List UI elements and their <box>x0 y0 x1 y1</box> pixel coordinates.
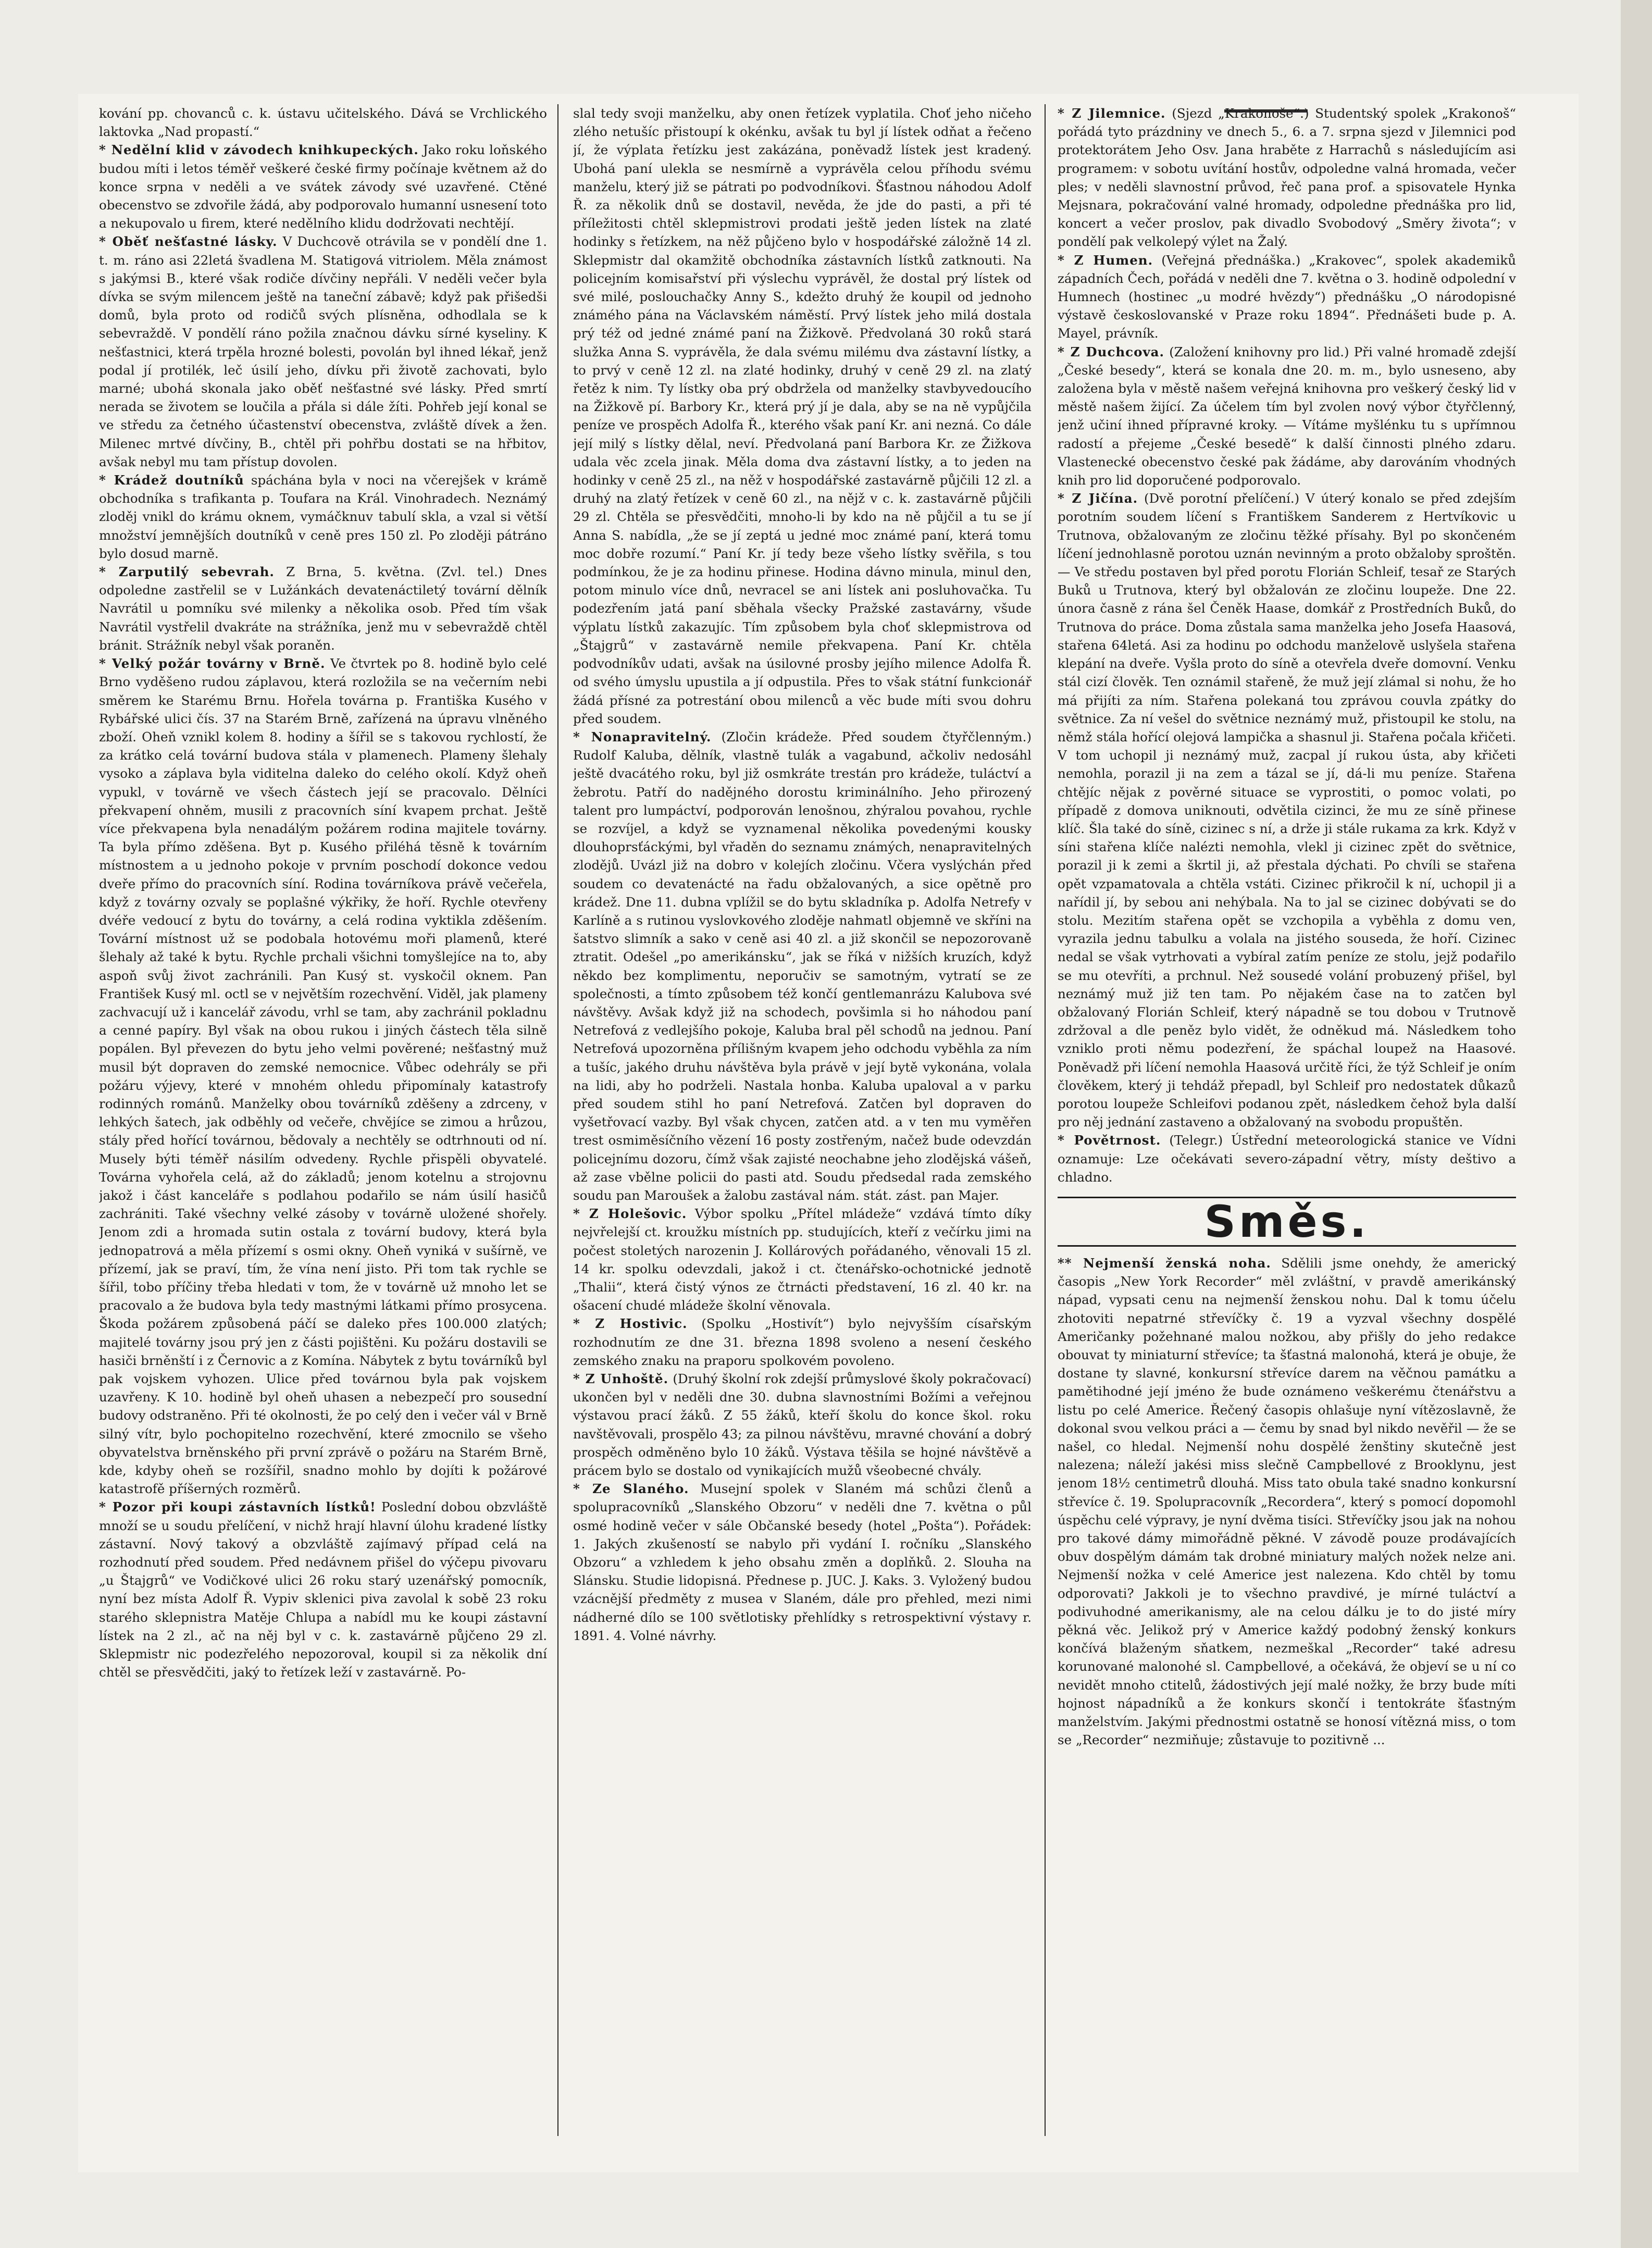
article-body: Sdělili jsme onehdy, že americký časopis „New York Recorder“ měl zvláštní, v pravdě amerikánský nápad, vypsati cenu na nejmenší ženskou nohu. Dal k tomu účelu zhotoviti nepatrné střevíčky č. 19 a vyzval všechny dospělé Američanky požehnané malou nožkou, aby přišly do jeho redakce obouvat ty miniaturní střevíce; ta šťastná malonohá, která je obuje, že dostane ty slavné, konkursní střevíce darem na věčnou památku a pamětihodné její jméno že bude oznámeno veškerému čtenářstvu a listu po celé Americe. Řečený časopis ohlašuje nyní vítězoslavně, že dokonal svou velkou práci a — čemu by snad byl nikdo nevěřil — že se našel, co hledal. Nejmenší nohu dospělé ženštiny skutečně jest nalezena; náleží jakési miss slečně Campbellové z Brooklynu, jest jenom 18½ centimetrů dlouhá. Miss tato obula také snadno konkursní střevíce č. 19. Spolupracovník „Recordera“, který s pomocí dopomohl úspěchu celé výpravy, je nyní dvěma tisíci. Střevíčky jsou jak na nohou pro takové dámy mimořádně pěkné. V závodě pouze prodávajících obuv dospělým dámám tak drobné miniatury malých nožek nelze ani. Nejmenší nožka v celé Americe jest nalezena. Kdo chtěl by tomu odporovati? Jakkoli je to všechno pravdivé, je mírné tuláctví a podivuhodné amerikanismy, ale na celou dálku je to do jisté míry pěkná věc. Jelikož prý v Americe každý podobný ženský konkurs končívá blaženým sňatkem, nezmeškal „Recorder“ také adresu korunované malonohé sl. Campbellové, a očekává, že objeví se u ní co nevidět mnoho ctitelů, žádostivých její malé nožky, že brzy bude míti hojnost nápadníků a že konkurs skončí i tentokráte šťastným manželstvím. Jakými přednostmi ostatně se honosí vítězná miss, o tom se „Recorder“ nezmiňuje; zůstavuje to pozitivně ... <box>1058 1255 1516 1748</box>
article-body: (Veřejná přednáška.) „Krakovec“, spolek akademiků západních Čech, pořádá v neděli dne 7. května o 3. hodině odpolední v Humnech (hostinec „u modré hvězdy“) přednášku „O národopisné výstavě českoslovanské v Praze roku 1894“. Přednášeti bude p. A. Mayel, právník. <box>1058 252 1516 341</box>
scan-edge <box>1621 0 1652 2248</box>
article-heading: * Z Duchcova. <box>1058 344 1165 359</box>
article <box>573 1314 1032 1370</box>
article-body: V Duchcově otrávila se v pondělí dne 1. t. m. ráno asi 22letá švadlena M. Statigová vitriolem. Měla známost s jakýmsi B., které však rodiče dívčiny nepřáli. V neděli večer byla dívka se svým milencem ještě na taneční zábavě; když pak přišedši domů, byla proto od rodičů svých plísněna, odhodlala se k sebevraždě. V pondělí ráno požila značnou dávku sírné kyseliny. K nešťastnici, která trpěla hrozné bolesti, povolán byl ihned lékař, jenž podal jí protilék, leč úsilí jeho, dívku při životě zachovati, bylo marné; ubohá skonala jako oběť nešťastné své lásky. Před smrtí nerada se životem se loučila a přála si dále žíti. Pohřeb její konal se ve středu za četného účastenství obecenstva, zvláště dívek a žen. Milenec mrtvé dívčiny, B., chtěl při pohřbu dostati se na hřbitov, avšak nebyl mu tam přístup dovolen. <box>99 234 547 469</box>
article <box>99 563 547 654</box>
article-body: (Spolku „Hostivít“) bylo nejvyšším císařským rozhodnutím ze dne 31. března 1898 svoleno a nesení českého zemského znaku na praporu spolkovém povoleno. <box>573 1316 1032 1368</box>
article-body: slal tedy svoji manželku, aby onen řetízek vyplatila. Choť jeho ničeho zlého netušíc přistoupí k okénku, avšak tu byl jí lístek odňat a řečeno jí, že výplata řetízku jest zakázána, poněvadž lístek jest kradený. Ubohá paní ulekla se nesmírně a vyprávěla celou příhodu svému manželu, který již se pátrati po podvodníkovi. Šťastnou náhodou Adolf Ř. za několik dnů se dostavil, nevěda, že jde do pasti, a při té příležitosti chtěl sklepmistrovi prodati ještě jeden lístek na zlaté hodinky s řetízkem, na něž půjčeno bylo v hospodářské záložně 14 zl. Sklepmistr dal okamžitě obchodníka zástavních lístků zatknouti. Na policejním komisařství při výslechu vyprávěl, že dostal prý lístek od své milé, poslouchačky Anny S., kdežto druhý že koupil od jednoho známého pána na Václavském náměstí. Prvý lístek jeho milá dostala prý též od jedné známé paní na Žižkově. Předvolaná 30 roků stará služka Anna S. vyprávěla, že dala svému milému dva zástavní lístky, a to prvý v ceně 12 zl. na zlaté hodinky, druhý v ceně 29 zl. na zlatý řetěz k nim. Ty lístky oba prý obdržela od manželky stavbyvedoucího na Žižkově pí. Barbory Kr., která prý jí je dala, aby se na ně vypůjčila peníze ve prospěch Adolfa Ř., kterého však paní Kr. ani nezná. Co dále její milý s lístky dělal, neví. Předvolaná paní Barbora Kr. ze Žižkova udala věc zcela jinak. Měla doma dva zástavní lístky, a to jeden na hodinky v ceně 25 zl., na něž v hospodářské zastavárně půjčili 12 zl. a druhý na zlatý řetízek v ceně 60 zl., na nějž v c. k. zastavárně půjčili 29 zl. Chtěla se přesvědčiti, mnoho-li by kdo na ně půjčil a tu se jí Anna S. nabídla, „že se jí zeptá u jedné moc známé paní, která tomu moc dobře rozumí.“ Paní Kr. jí tedy beze všeho lístky svěřila, s tou podmínkou, že je za hodinu přinese. Hodina dávno minula, minul den, potom minulo více dnů, nevracel se ani lístek ani posluhovačka. Tu podezřením jatá paní sběhala všecky Pražské zastavárny, všude výplatu lístků zakazujíc. Tím způsobem byla choť sklepmistrova od „Štajgrů“ v zastavárně nemile překvapena. Paní Kr. chtěla podvodníkův udati, avšak na úsilovné prosby jejího milence Adolfa Ř. od svého úmyslu upustila a jí odpustila. Přes to však státní funkcionář žádá přísné za potrestání obou milenců a věc bude míti svou dohru před soudem. <box>573 106 1032 726</box>
column-1 <box>99 104 547 2162</box>
article <box>99 232 547 471</box>
article <box>99 654 547 1498</box>
article-body: spáchána byla v noci na včerejšek v krámě obchodníka s trafikanta p. Toufara na Král. Vinohradech. Neznámý zloděj vnikl do krámu oknem, vymáčknuv tabulí skla, a vzal si větší množství jemnějších doutníků v ceně pres 150 zl. Po zloději pátráno bylo dosud marně. <box>99 473 547 561</box>
article <box>99 141 547 232</box>
article-heading: * Povětrnost. <box>1058 1133 1161 1148</box>
article <box>573 1370 1032 1480</box>
article <box>1058 343 1516 490</box>
article-body: (Sjezd „Krakonoše“.) Studentský spolek „Krakonoš“ pořádá tyto prázdniny ve dnech 5., 6. a 7. srpna sjezd v Jilemnici pod protektorátem Jeho Osv. Jana hraběte z Harrachů s následujícím asi programem: v sobotu uvítání hostův, odpoledne valná hromada, večer ples; v neděli slavnostní průvod, řeč pana prof. a spisovatele Hynka Mejsnara, pokračování valné hromady, odpoledne přednáška pro lid, koncert a večer proslov, pak divadlo Svobodový „Směry života“; v pondělí pak velkolepý výlet na Žalý. <box>1058 106 1516 250</box>
article-heading: * Pozor při koupi zástavních lístků! <box>99 1499 376 1515</box>
column-3 <box>1058 104 1516 2162</box>
article <box>573 104 1032 728</box>
article <box>1058 251 1516 343</box>
article-heading: * Nedělní klid v závodech knihkupeckých. <box>99 142 419 158</box>
article-body: Výbor spolku „Přítel mládeže“ vzdává tímto díky nejvřelejší ct. kroužku místních pp. studujících, kteří z večírku jimi na počest stoletých narozenin J. Kollárových pořádaného, věnovali 15 zl. 14 kr. spolku odevzdali, jakož i ct. čtenářsko-ochotnické jednotě „Thalii“, která čistý výnos ze čtrnácti představení, 16 zl. 40 kr. na ošacení chudé mládeže školní věnovala. <box>573 1206 1032 1313</box>
article-body: (Telegr.) Ústřední meteorologická stanice ve Vídni oznamuje: Lze očekávati severo-západní větry, místy deštivo a chladno. <box>1058 1133 1516 1185</box>
article-heading: * Ze Slaného. <box>573 1481 689 1497</box>
article-body: (Zločin krádeže. Před soudem čtyřčlenným.) Rudolf Kaluba, dělník, vlastně tulák a vagabund, ačkoliv nedosáhl ještě dvacátého roku, byl již osmkráte trestán pro krádeže, tuláctví a žebrotu. Patří do nadějného dorostu kriminálního. Jeho přirozený talent pro lumpáctví, podporován lenošnou, zhýralou povahou, rychle se rozvíjel, a když se vyznamenal několika povedenými kousky dlouhoprsťáckými, byl vřaděn do seznamu známých, nenapravitelných zlodějů. Uvázl již na dobro v kolejích zločinu. Včera vyslýchán před soudem co devatenácté na řadu obžalovaných, a sice opětně pro krádež. Dne 11. dubna vplížil se do bytu skladníka p. Adolfa Netrefy v Karlíně a s rutinou vyslovkového zloděje nahmatl objemně ve skříni na šatstvo slimník a sako v ceně asi 40 zl. a již skončil se nepozorovaně ztratit. Odešel „po amerikánsku“, jak se říká v nižších kruzích, když někdo bez komplimentu, neporučiv se samotným, vytratí se ze společnosti, a tímto způsobem též končí gentlemanrázu Kalubova své návštěvy. Avšak když již na schodech, povšimla si ho náhodou paní Netrefová z vedlejšího pokoje, Kaluba bral pěl schodů na jednou. Paní Netrefová upozorněna přílišným kvapem jeho odchodu vyběhla za ním a tušíc, jakého druhu návštěva byla právě v její bytě vykonána, volala na lidi, aby ho podrželi. Nastala honba. Kaluba upaloval a v parku před soudem stihl ho paní Netrefová. Zatčen byl dopraven do vyšetřovací vazby. Byl však chycen, zatčen atd. a v ten mu vyměřen trest osmiměsíčního vězení 16 posty zostřeným, načež bude odevzdán policejnímu dozoru, čímž však zajisté neochabne jeho zlodějská vášeň, až zase vbělne policii do pasti atd. Soudu předsedal rada zemského soudu pan Maroušek a žalobu zastával nám. stát. zást. pan Majer. <box>573 729 1032 1203</box>
section-heading: Směs. <box>1058 1197 1516 1247</box>
article <box>1058 104 1516 251</box>
article-body: Musejní spolek v Slaném má schůzi členů a spolupracovníků „Slanského Obzoru“ v neděli dne 7. května o půl osmé hodině večer v sále Občanské besedy (hotel „Pošta“). Pořádek: 1. Jakých zkušeností se nabylo při vydání I. ročníku „Slanského Obzoru“ a vzhledem k jeho obsahu změn a doplňků. 2. Slouha na Slánsku. Studie lidopisná. Přednese p. JUC. J. Kaks. 3. Vyložený budou vzácnější předměty z musea v Slaném, dále pro přehled, mezi nimi nádherné dílo se 100 světlotisky přehlídky s retrospektivní výstavy r. 1891. 4. Volné návrhy. <box>573 1481 1032 1643</box>
article-heading: ** Nejmenší ženská noha. <box>1058 1255 1271 1271</box>
article-heading: * Oběť nešťastné lásky. <box>99 234 278 250</box>
article <box>573 1480 1032 1645</box>
article-heading: * Z Unhoště. <box>573 1371 669 1387</box>
article-heading: * Z Jičína. <box>1058 491 1138 506</box>
article-body: (Dvě porotní přelíčení.) V úterý konalo se před zdejším porotním soudem líčení s Františkem Sanderem z Hertvíkovic u Trutnova, obžalovaným ze zločinu těžké přísahy. Byl po skončeném líčení jednohlasně porotou uznán nevinným a proto obžaloby sproštěn. — Ve středu postaven byl před porotu Florián Schleif, tesař ze Starých Buků u Trutnova, který byl obžalován ze zločinu loupeže. Dne 22. února časně z rána šel Čeněk Haase, domkář z Prostředních Buků, do Trutnova do práce. Doma zůstala sama manželka jeho Josefa Haasová, stařena 64letá. Asi za hodinu po odchodu manželově uslyšela stařena klepání na dveře. Vyšla proto do síně a otevřela dveře domovní. Venku stál cizí člověk. Ten oznámil stařeně, že muž její zlámal si nohu, že ho má přijíti za ním. Stařena polekaná tou zprávou couvla zpátky do světnice. Za ní vešel do světnice neznámý muž, přistoupil ke stolu, na němž stála hořící olejová lampička a shasnul ji. Stařena počala křičeti. V tom uchopil ji neznámý muž, zacpal jí rukou ústa, aby křičeti nemohla, porazil ji na zem a tázal se jí, dá-li mu peníze. Stařena chtějíc nějak z pověrné situace se vyprostiti, o pomoc volati, po případě z domova uniknouti, odvětila cizinci, že mu ze síně přinese klíč. Šla také do síně, cizinec s ní, a drže ji stále rukama za krk. Když v síni stařena klíče nalézti nemohla, vlekl ji cizinec zpět do světnice, porazil ji k zemi a škrtil ji, až přestala dýchati. Po chvíli se stařena opět vzpamatovala a chtěla vstáti. Cizinec přikročil k ní, uchopil ji a nařídil jí, by sebou ani nehýbala. Na to jal se cizinec dobývati se do stolu. Mezitím stařena opět se vzchopila a vyběhla z domu ven, vyrazila jednu tabulku a volala na jistého souseda, že hoří. Cizinec nedal se však vytrhovati a vybíral zatím peníze ze stolu, jejž podařilo se mu otevříti, a prchnul. Než sousedé volání probuzený přišel, byl neznámý muž již ten tam. Po nějakém čase na to zatčen byl obžalovaný Florián Schleif, který nápadně se tou dobou v Trutnově zdržoval a dle peněz bylo vidět, že odněkud má. Následkem toho vzniklo proti němu podezření, že spáchal loupež na Haasové. Poněvadž při líčení nemohla Haasová určitě říci, že týž Schleif je oním člověkem, který ji tehdáž přepadl, byl Schleif pro nedostatek důkazů porotou loupeže Schleifovi podanou zpět, následkem čehož byla další pro něj jednání zastaveno a obžalovaný na svobodu propuštěn. <box>1058 491 1516 1130</box>
article <box>99 471 547 563</box>
column-2 <box>573 104 1032 2162</box>
article-body: Z Brna, 5. května. (Zvl. tel.) Dnes odpoledne zastřelil se v Lužánkách devatenáctiletý tovární dělník Navrátil u pomníku své milenky a několika osob. Před tím však Navrátil vystřelil dvakráte na strážníka, jenž mu v sebevraždě chtěl bránit. Strážník nebyl však poraněn. <box>99 564 547 653</box>
article <box>1058 1254 1516 1749</box>
article-heading: * Z Jilemnice. <box>1058 106 1166 121</box>
article-heading: * Z Humen. <box>1058 252 1153 268</box>
article-heading: * Z Holešovic. <box>573 1206 687 1222</box>
article <box>1058 1131 1516 1186</box>
article-body: (Druhý školní rok zdejší průmyslové školy pokračovací) ukončen byl v neděli dne 30. dubna slavnostními Božími a veřejnou výstavou prací žáků. Z 55 žáků, kteří školu do konce škol. roku navštěvovali, prospělo 43; za pilnou návštěvu, mravné chování a dobrý prospěch odměněno bylo 10 žáků. Výstava těšila se hojné návštěvě a prácem bylo se dostalo od vynikajících mužů všeobecné chvály. <box>573 1371 1032 1479</box>
column-rule <box>557 104 558 2136</box>
article-body: kování pp. chovanců c. k. ústavu učitelského. Dává se Vrchlického laktovka „Nad propastí.“ <box>99 106 547 140</box>
article-body: Ve čtvrtek po 8. hodině bylo celé Brno vyděšeno rudou záplavou, která rozložila se na večerním nebi směrem ke Starému Brnu. Hořela továrna p. Františka Kusého v Rybářské ulici čís. 37 na Starém Brně, zařízená na úpravu vlněného zboží. Oheň vznikl kolem 8. hodiny a šířil se s takovou rychlostí, že za krátko celá tovární budova stála v plamenech. Plameny šlehaly vysoko a záplava byla viditelna daleko do celého okolí. Když oheň vypukl, v továrně ve všech částech její se pracovalo. Dělníci překvapení ohněm, musili z pracovních síní kvapem prchat. Ještě více překvapena byla nenadálým požárem rodina majitele továrny. Ta byla přímo zděšena. Byt p. Kusého přiléhá těsně k továrním místnostem a u jednoho pokoje v prvním poschodí dokonce vedou dveře přímo do pracovních síní. Rodina továrníkova právě večeřela, když z továrny ozvaly se poplašné výkřiky, že hoří. Rychle otevřeny dvéře vedoucí z bytu do továrny, a celá rodina vyktikla zděšením. Tovární místnost už se podobala hotovému moři plamenů, které šlehaly až také k bytu. Rychle prchali všichni tomyšlejíce na to, aby aspoň svůj život zachránili. Pan Kusý st. vyskočil oknem. Pan František Kusý ml. octl se v největším rozechvění. Viděl, jak plameny zachvacují už i kancelář závodu, vrhl se tam, aby zachránil pokladnu a cenné papíry. Byl však na obou rukou i jiných částech těla silně popálen. Byl převezen do bytu jeho velmi pověrené; nešťastný muž musil být dopraven do zemské nemocnice. Vůbec odehrály se při požáru výjevy, které v mnohém ohledu připomínaly katastrofy rodinných románů. Manželky obou továrníků zděšeny a zdrceny, v lehkých šatech, jak odběhly od večeře, chvějíce se zimou a hrůzou, stály před hořící továrnou, bědovaly a nechtěly se odtrhnouti od ní. Musely býti téměř násilím odvedeny. Rychle přispěli obyvatelé. Továrna vyhořela celá, až do základů; jenom kotelnu a strojovnu jakož i část kanceláře s podlahou podařilo se nám úsilí hasičů zachrániti. Také všechny velké zásoby v továrně uložené shořely. Jenom zdi a hromada sutin ostala z tovární budovy, která byla jednopatrová a měla přízemí s osmi okny. Oheň vyniká v sušírně, ve přízemí, jak se praví, tím, že vína není jisto. Při tom tak rychle se šířil, tobo příčiny třeba hledati v tom, že v továrně už mnoho let se pracovalo a že budova byla tedy mastnými látkami přímo prosycena. Škoda požárem způsobená páčí se daleko přes 100.000 zlatých; majitelé továrny jsou prý jen z části pojištěni. Ku požáru dostavili se hasiči brněnští i z Černovic a z Komína. Nábytek z bytu továrníků byl pak vojskem vyhozen. Ulice před továrnou byla pak vojskem uzavřeny. K 10. hodině byl oheň uhasen a nebezpečí pro sousední budovy odstraněno. Při té okolnosti, že po celý den i večer vál v Brně silný vítr, bylo pochopitelno rozechvění, které zmocnilo se všeho obyvatelstva brněnského při první zprávě o požáru na Starém Brně, kde, kdyby oheň se rozšířil, snadno mohlo by dojíti k požárové katastrofě příšerných rozměrů. <box>99 656 547 1497</box>
article-heading: * Nonapravitelný. <box>573 729 712 744</box>
article <box>99 1498 547 1681</box>
article-heading: * Zarputilý sebevrah. <box>99 564 275 580</box>
article-heading: * Z Hostivic. <box>573 1316 688 1332</box>
newspaper-page <box>78 94 1579 2172</box>
article-body: Poslední dobou obzvláště množí se u soudu přelíčení, v nichž hrají hlavní úlohu kradené lístky zástavní. Nový takový a obzvláště zajímavý případ celá na rozhodnutí před soudem. Před nedávnem přišel do výčepu pivovaru „u Štajgrů“ ve Vodičkové ulici 26 roku starý uzenářský pomocník, nyní bez místa Adolf Ř. Vypiv sklenici piva zavolal k sobě 23 roku starého sklepnistra Matěje Chlupa a nabídl mu ke koupi zástavní lístek na 2 zl., ač na něj byl v c. k. zastavárně půjčeno 29 zl. Sklepmistr nic podezřelého nepozoroval, koupil si za několik dní chtěl se přesvědčiti, jaký to řetízek leží v zastavárně. Po- <box>99 1499 547 1680</box>
column-rule <box>1045 104 1046 2136</box>
article-body: (Založení knihovny pro lid.) Při valné hromadě zdejší „České besedy“, která se konala dne 20. m. m., bylo usneseno, aby založena byla v městě našem veřejná knihovna pro veškerý český lid v městě našem žijící. Za účelem tím byl zvolen nový výbor čtyřčlenný, jenž učiní ihned přípravné kroky. — Vítáme myšlénku tu s upřímnou radostí a přejeme „České besedě“ k další činnosti plného zdaru. Vlastenecké obecenstvo české pak žádáme, aby darováním vhodných knih pro lid doporučené podporovalo. <box>1058 344 1516 488</box>
article-heading: * Velký požár továrny v Brně. <box>99 656 326 672</box>
article <box>1058 489 1516 1131</box>
article-heading: * Krádež doutníků <box>99 473 244 488</box>
article <box>573 728 1032 1204</box>
article <box>573 1204 1032 1314</box>
article-body: Jako roku loňského budou míti i letos téměř veškeré české firmy počínaje květnem až do konce srpna v neděli a ve svátek závody své uzavřené. Ctěné obecenstvo se zdvořile žádá, aby podporovalo humanní usnesení toto a nekupovalo u firem, které nedělního klidu dodržovati nechtějí. <box>99 142 547 231</box>
article <box>99 104 547 141</box>
